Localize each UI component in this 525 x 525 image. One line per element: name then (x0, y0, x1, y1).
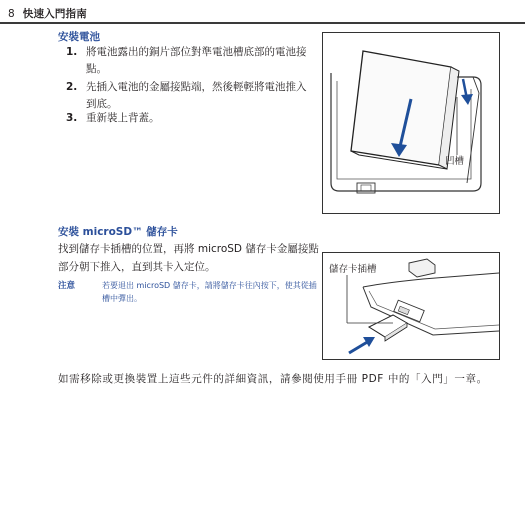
microsd-section-title: 安裝 microSD™ 儲存卡 (58, 226, 178, 238)
battery-drawing (323, 33, 499, 213)
step-text: 先插入電池的金屬接點端，然後輕輕將電池推入到底。 (86, 81, 307, 110)
notch-label: 凹槽 (445, 156, 465, 167)
step-number: 2. (66, 81, 78, 93)
footer-paragraph: 如需移除或更換裝置上這些元件的詳細資訊，請參閱使用手冊 PDF 中的「入門」一章。 (58, 373, 488, 385)
page-header (8, 6, 87, 21)
microsd-instructions: 找到儲存卡插槽的位置，再將 microSD 儲存卡金屬接點部分朝下推入，直到其卡入定位。 (58, 243, 319, 273)
note-text: 若要退出 microSD 儲存卡，請將儲存卡往內按下，使其從插槽中彈出。 (102, 281, 317, 303)
battery-step-1 (66, 44, 316, 78)
battery-section-title: 安裝電池 (58, 31, 100, 43)
step-number: 1. (66, 46, 78, 58)
header-rule (0, 22, 525, 24)
step-text: 將電池露出的銅片部位對準電池槽底部的電池接點。 (86, 46, 307, 75)
card-slot-label: 儲存卡插槽 (329, 264, 377, 275)
battery-step-2 (66, 79, 316, 113)
battery-step-3 (66, 110, 316, 127)
battery-illustration (322, 32, 500, 214)
microsd-illustration (322, 252, 500, 360)
page-number: 8 (8, 8, 15, 20)
step-text: 重新裝上背蓋。 (86, 112, 160, 124)
page-header-title: 快速入門指南 (22, 8, 87, 20)
step-number: 3. (66, 112, 78, 124)
note-label: 注意 (58, 281, 76, 291)
